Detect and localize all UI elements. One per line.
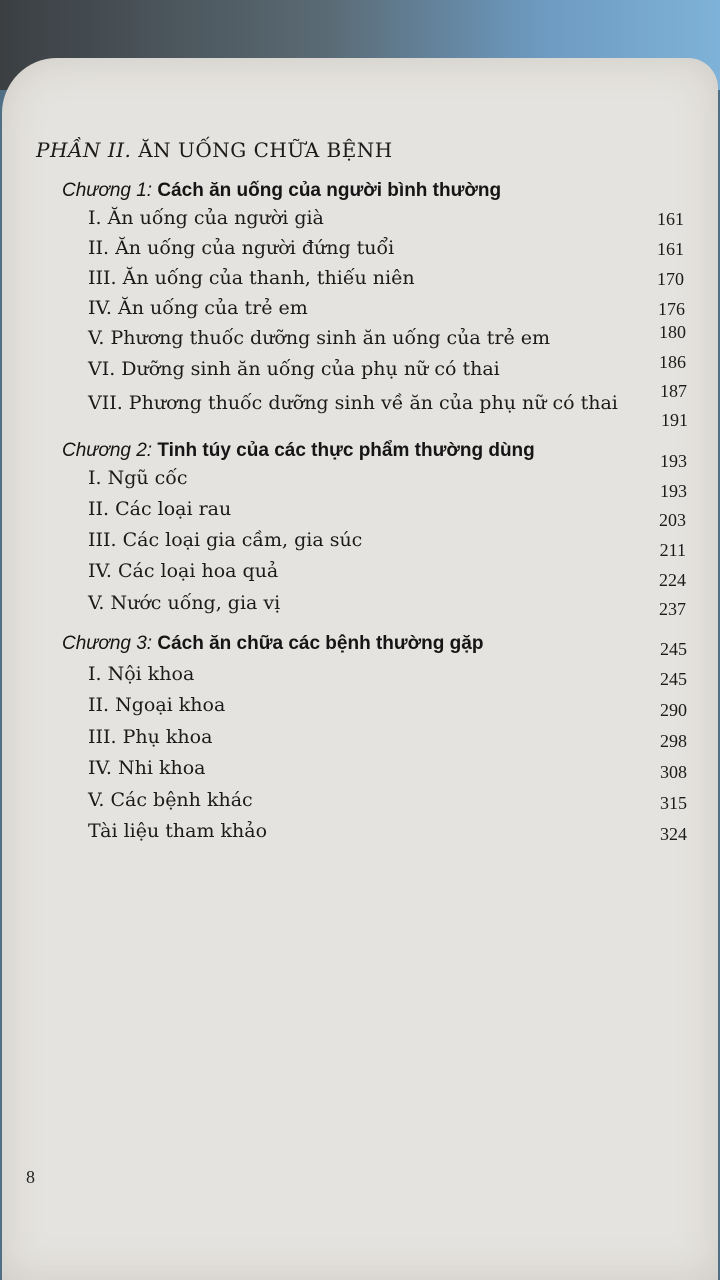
toc-entry [88, 267, 678, 289]
entry-page: 186 [659, 352, 686, 372]
toc-entry [88, 757, 678, 779]
toc-entry [88, 820, 678, 842]
chapter-title: Cách ăn chữa các bệnh thường gặp [157, 633, 484, 654]
entry-title: I. Ngũ cốc [88, 467, 188, 489]
toc-entry [88, 467, 678, 489]
toc-entry [88, 297, 678, 319]
entry-page: 245 [660, 669, 687, 689]
entry-page: 191 [661, 410, 688, 430]
chapter-label: Chương 2: [62, 440, 153, 461]
chapter-page: 245 [660, 639, 687, 659]
entry-title: Tài liệu tham khảo [88, 820, 268, 842]
chapter-heading [62, 633, 662, 655]
toc-entry [88, 592, 678, 614]
toc-entry [88, 694, 678, 716]
entry-title: VI. Dưỡng sinh ăn uống của phụ nữ có thai [88, 358, 500, 380]
entry-page: 180 [659, 322, 686, 342]
entry-page: 161 [657, 239, 684, 259]
part-heading [36, 138, 393, 162]
entry-page: 290 [660, 700, 687, 720]
entry-page: 176 [658, 299, 685, 319]
toc-entry [88, 207, 678, 229]
toc-entry [88, 237, 678, 259]
entry-title: I. Ăn uống của người già [88, 207, 324, 229]
page-number: 8 [26, 1167, 35, 1187]
toc-entry [88, 560, 678, 582]
chapter-title: Tinh túy của các thực phẩm thường dùng [157, 440, 535, 461]
entry-page: 237 [659, 599, 686, 619]
entry-page: 203 [659, 510, 686, 530]
chapter-page: 193 [660, 451, 687, 471]
entry-title: IV. Ăn uống của trẻ em [88, 297, 308, 319]
entry-title: IV. Nhi khoa [88, 757, 206, 779]
entry-title: III. Các loại gia cầm, gia súc [88, 529, 363, 551]
entry-page: 193 [660, 481, 687, 501]
part-label: PHẦN II. [36, 138, 132, 162]
entry-title: VII. Phương thuốc dưỡng sinh về ăn của phụ nữ có thai [88, 392, 618, 414]
chapter-heading [62, 440, 662, 462]
entry-title: V. Các bệnh khác [88, 789, 253, 811]
chapter-title: Cách ăn uống của người bình thường [157, 180, 502, 201]
entry-title: V. Nước uống, gia vị [88, 592, 281, 614]
part-title: ĂN UỐNG CHỮA BỆNH [138, 138, 393, 162]
toc-entry [88, 392, 678, 414]
toc-entry [88, 789, 678, 811]
entry-page: 315 [660, 793, 687, 813]
entry-title: V. Phương thuốc dưỡng sinh ăn uống của trẻ em [88, 327, 551, 349]
chapter-label: Chương 3: [62, 633, 153, 654]
entry-page: 324 [660, 824, 687, 844]
toc-entry [88, 327, 678, 349]
entry-page: 224 [659, 570, 686, 590]
entry-page: 211 [659, 540, 686, 560]
entry-title: I. Nội khoa [88, 663, 195, 685]
toc-entry [88, 358, 678, 380]
entry-title: II. Các loại rau [88, 498, 232, 520]
entry-page: 170 [657, 269, 684, 289]
entry-page: 161 [657, 209, 684, 229]
toc-entry [88, 498, 678, 520]
entry-page: 187 [660, 381, 687, 401]
toc-entry [88, 726, 678, 748]
toc-entry [88, 663, 678, 685]
chapter-label: Chương 1: [62, 180, 153, 201]
chapter-heading [62, 180, 662, 202]
toc-entry [88, 529, 678, 551]
entry-title: II. Ăn uống của người đứng tuổi [88, 237, 395, 259]
entry-page: 298 [660, 731, 687, 751]
entry-page: 308 [660, 762, 687, 782]
entry-title: IV. Các loại hoa quả [88, 560, 279, 582]
entry-title: II. Ngoại khoa [88, 694, 226, 716]
entry-title: III. Phụ khoa [88, 726, 213, 748]
entry-title: III. Ăn uống của thanh, thiếu niên [88, 267, 415, 289]
